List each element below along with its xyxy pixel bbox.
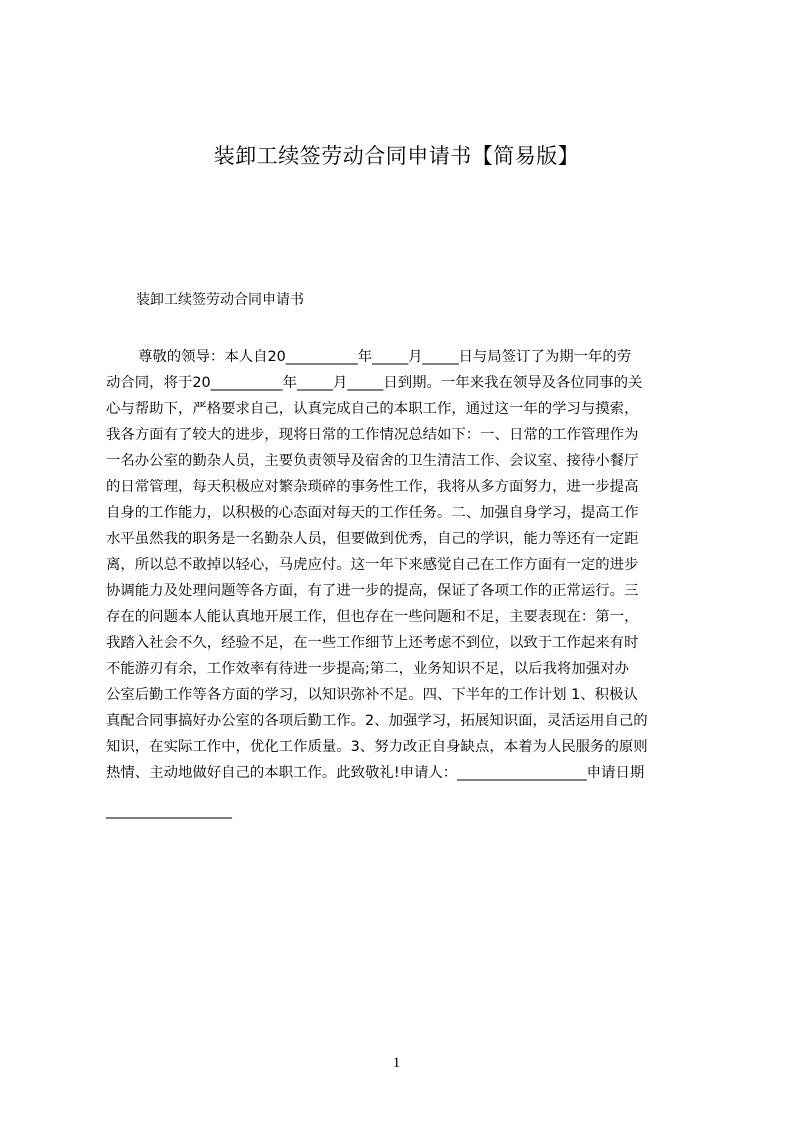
page-number: 1 [392,1055,401,1071]
body-line: 水平虽然我的职务是一名勤杂人员，但要做到优秀，自己的学识，能力等还有一定距 [106,531,639,547]
body-line: 协调能力及处理问题等各方面，有了进一步的提高，保证了各项工作的正常运行。三 [106,583,639,599]
body-line: 动合同，将于20__________年_____月_____日到期。一年来我在领导及各位同事的关 [106,375,643,391]
body-line: 存在的问题本人能认真地开展工作，但也存在一些问题和不足，主要表现在：第一， [106,609,639,625]
body-line: 离，所以总不敢掉以轻心，马虎应付。这一年下来感觉自己在工作方面有一定的进步 [106,557,639,573]
body-line: 真配合同事搞好办公室的各项后勤工作。2、加强学习，拓展知识面，灵活运用自己的 [106,713,648,729]
body-line: 我踏入社会不久，经验不足，在一些工作细节上还考虑不到位，以致于工作起来有时 [106,635,639,651]
document-subtitle: 装卸工续签劳动合同申请书 [136,292,304,308]
body-line: 心与帮助下，严格要求自己，认真完成自己的本职工作，通过这一年的学习与摸索， [106,401,639,417]
body-line: 知识，在实际工作中，优化工作质量。3、努力改正自身缺点，本着为人民服务的原则 [106,739,648,755]
date-blank-line: __________________ [106,803,232,819]
document-title: 装卸工续签劳动合同申请书【简易版】 [213,144,580,168]
body-line: 不能游刃有余，工作效率有待进一步提高;第二，业务知识不足，以后我将加强对办 [106,661,629,677]
body-line: 的日常管理，每天积极应对繁杂琐碎的事务性工作，我将从多方面努力，进一步提高 [106,479,639,495]
body-paragraph [106,344,697,786]
body-line: 热情、主动地做好自己的本职工作。此致敬礼!申请人：__________________申请日期 [106,765,645,781]
body-line: 公室后勤工作等各方面的学习，以知识弥补不足。四、下半年的工作计划 1、积极认 [106,687,638,703]
body-line: 我各方面有了较大的进步，现将日常的工作情况总结如下：一、日常的工作管理作为 [106,427,639,443]
body-line: 一名办公室的勤杂人员，主要负责领导及宿舍的卫生清洁工作、会议室、接待小餐厅 [106,453,639,469]
body-line: 尊敬的领导：本人自20__________年_____月_____日与局签订了为期一年的劳 [138,349,632,365]
body-line: 自身的工作能力，以积极的心态面对每天的工作任务。二、加强自身学习，提高工作 [106,505,639,521]
